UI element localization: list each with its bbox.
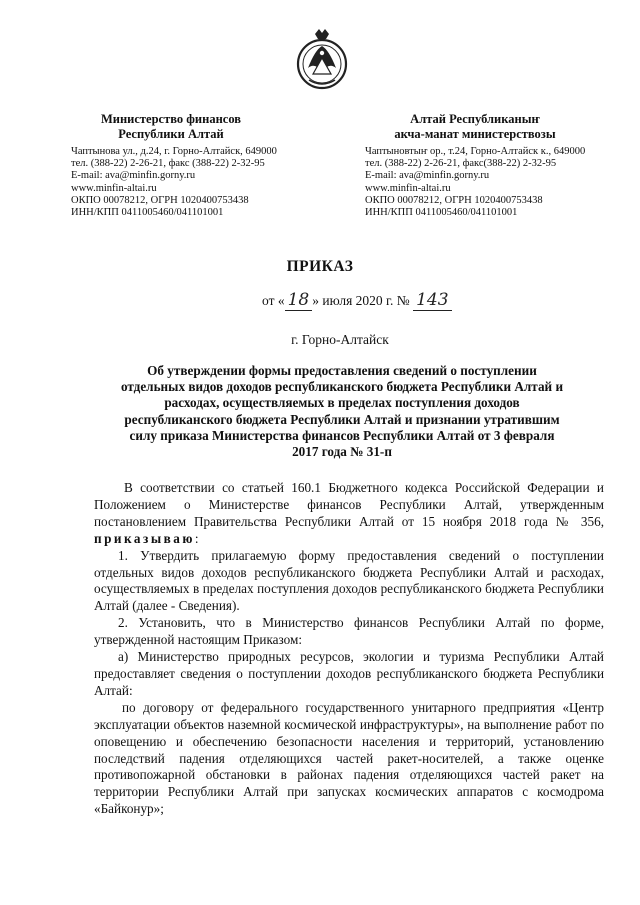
address-ru: Чаптынова ул., д.24, г. Горно-Алтайск, 649000	[71, 146, 277, 157]
org-name-alt-line2: акча-манат министерствозы	[394, 127, 556, 141]
title-line: республиканского бюджета Республики Алтай и признании утратившим	[124, 411, 560, 427]
preamble-text: В соответствии со статьей 160.1 Бюджетного кодекса Российской Федерации и Положением о Министерстве финансов Республики Алтай, утвержденным постановлением Правительства Республики Алтай от 15 ноября 2018 года № 356,	[94, 480, 604, 529]
preamble-paragraph: В соответствии со статьей 160.1 Бюджетного кодекса Российской Федерации и Положением о Министерстве финансов Республики Алтай, утвержденным постановлением Правительства Республики Алтай от 15 ноября 2018 года № 356, приказываю:	[94, 480, 604, 546]
clause-2a-paragraph: а) Министерство природных ресурсов, экологии и туризма Республики Алтай предоставляет сведения о поступлении доходов республиканского бюджета Республики Алтай:	[94, 649, 604, 698]
republic-emblem-icon	[295, 28, 349, 94]
order-title	[92, 363, 592, 460]
okpo-alt: ОКПО 00078212, ОГРН 1020400753438	[365, 194, 543, 206]
title-line: расходах, осуществляемых в пределах поступления доходов	[164, 395, 520, 411]
inn-ru: ИНН/КПП 0411005460/041101001	[71, 207, 224, 219]
handwritten-order-number: 143	[413, 290, 451, 311]
title-line: отдельных видов доходов республиканского бюджета Республики Алтай и	[120, 379, 564, 395]
website-alt: www.minfin-altai.ru	[365, 182, 451, 194]
header-left-block	[71, 112, 301, 219]
date-middle: » июля 2020 г. №	[312, 293, 410, 308]
header-right-block	[365, 112, 615, 219]
title-line: Об утверждении формы предоставления сведений о поступлении	[147, 363, 537, 378]
phone-ru: тел. (388-22) 2-26-21, факс (388-22) 2-32-95	[71, 158, 265, 170]
clause-2-paragraph: 2. Установить, что в Министерство финансов Республики Алтай по форме, утвержденной настоящим Приказом:	[94, 615, 604, 648]
order-body	[94, 480, 604, 818]
website-ru: www.minfin-altai.ru	[71, 182, 157, 194]
org-name-alt-line1: Алтай Республиканыҥ	[410, 112, 540, 126]
okpo-ru: ОКПО 00078212, ОГРН 1020400753438	[71, 194, 249, 206]
order-keyword: приказываю	[94, 530, 195, 546]
city-line: г. Горно-Алтайск	[291, 332, 389, 347]
order-date-line	[262, 290, 452, 310]
org-name-ru-line1: Министерство финансов	[100, 112, 242, 126]
inn-alt: ИНН/КПП 0411005460/041101001	[365, 207, 518, 219]
title-line: 2017 года № 31-п	[292, 444, 392, 460]
document-type-heading: ПРИКАЗ	[286, 258, 354, 275]
title-line: силу приказа Министерства финансов Республики Алтай от 3 февраля	[129, 427, 555, 443]
email-ru: E-mail: ava@minfin.gorny.ru	[71, 170, 196, 182]
phone-alt: тел. (388-22) 2-26-21, факс(388-22) 2-32-95	[365, 158, 557, 170]
email-alt: E-mail: ava@minfin.gorny.ru	[365, 170, 490, 182]
handwritten-day: 18	[285, 290, 313, 311]
clause-2a-detail-paragraph: по договору от федерального государственного унитарного предприятия «Центр эксплуатации объектов наземной космической инфраструктуры», на выполнение работ по оповещению и обеспечению безопасности населения и территорий, установлению последствий падения отделяющихся частей ракет-носителей, а также оценке противопожарной обстановки в районах падения отделяющихся частей ракет на территории Республики Алтай при запусках космических аппаратов с космодрома «Байконур»;	[94, 699, 604, 817]
date-prefix: от «	[262, 293, 285, 308]
clause-1-paragraph: 1. Утвердить прилагаемую форму предоставления сведений о поступлении отдельных видов доходов республиканского бюджета Республики Алтай и расходах, осуществляемых в пределах поступления доходов республиканского бюджета Республики Алтай (далее - Сведения).	[94, 547, 604, 614]
address-alt: Чаптыновтыҥ ор., т.24, Горно-Алтайск к., 649000	[365, 146, 586, 157]
org-name-ru-line2: Республики Алтай	[118, 127, 224, 141]
